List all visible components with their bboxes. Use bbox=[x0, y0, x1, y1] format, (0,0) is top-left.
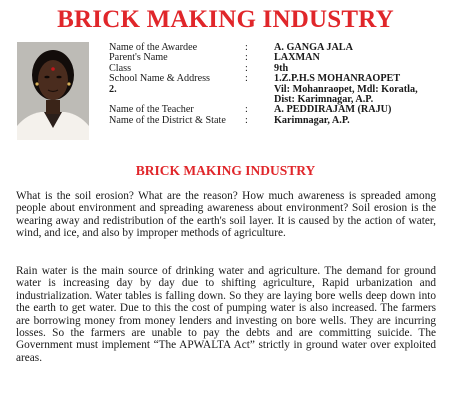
info-colon: : bbox=[245, 42, 248, 53]
info-value: A. GANGA JALA bbox=[274, 42, 353, 53]
info-colon: : bbox=[245, 73, 248, 85]
page-title: BRICK MAKING INDUSTRY bbox=[57, 6, 394, 33]
info-row-parent bbox=[0, 53, 451, 64]
paragraph: What is the soil erosion? What are the reason? How much awareness is spreaded among people about environment and spreading awareness about environment? Soil erosion is the wearing away and redistribution of the earth's soil layer. It is caused by the action of water, wind, and ice, and also by improper methods of agriculture. bbox=[16, 190, 436, 240]
info-row-school-2 bbox=[0, 85, 451, 96]
info-row-district bbox=[0, 116, 451, 127]
info-value: Karimnagar, A.P. bbox=[274, 114, 350, 126]
info-label: Name of the Teacher bbox=[109, 104, 194, 116]
info-row-awardee bbox=[0, 43, 451, 54]
info-value: 9th bbox=[274, 62, 289, 74]
paragraph: Rain water is the main source of drinking water and agriculture. The demand for ground water is increasing day by day due to shifting agriculture, Rapid urbanization and industrialization. Water tables is falling down. So they are laying bore wells deep down into the earth to get water. Due to this the cost of pumping water is also increased. The farmers are borrowing money from money lenders and investing on bore wells. They are incurring losses. So the farmers are unable to pay the debts and are committing suicide. The Government must implement “The APWALTA Act” strictly in ground water over exploited areas. bbox=[16, 265, 436, 364]
info-colon: : bbox=[245, 104, 248, 116]
info-value: Vil: Mohanraopet, Mdl: Koratla, bbox=[274, 83, 418, 95]
info-value: 1.Z.P.H.S MOHANRAOPET bbox=[274, 73, 401, 85]
info-label: Name of the District & State bbox=[109, 114, 226, 126]
info-value: LAXMAN bbox=[274, 52, 320, 64]
info-label: School Name & Address bbox=[109, 73, 211, 85]
info-label: 2. bbox=[109, 83, 117, 95]
info-value: A. PEDDIRAJAM (RAJU) bbox=[274, 104, 392, 116]
info-label: Name of the Awardee bbox=[109, 42, 198, 53]
info-label: Class bbox=[109, 62, 132, 74]
info-colon: : bbox=[245, 114, 248, 126]
info-label: Parent's Name bbox=[109, 52, 168, 64]
info-colon: : bbox=[245, 52, 248, 64]
info-value: Dist: Karimnagar, A.P. bbox=[274, 94, 374, 105]
section-title: BRICK MAKING INDUSTRY bbox=[135, 163, 316, 178]
info-colon: : bbox=[245, 62, 248, 74]
